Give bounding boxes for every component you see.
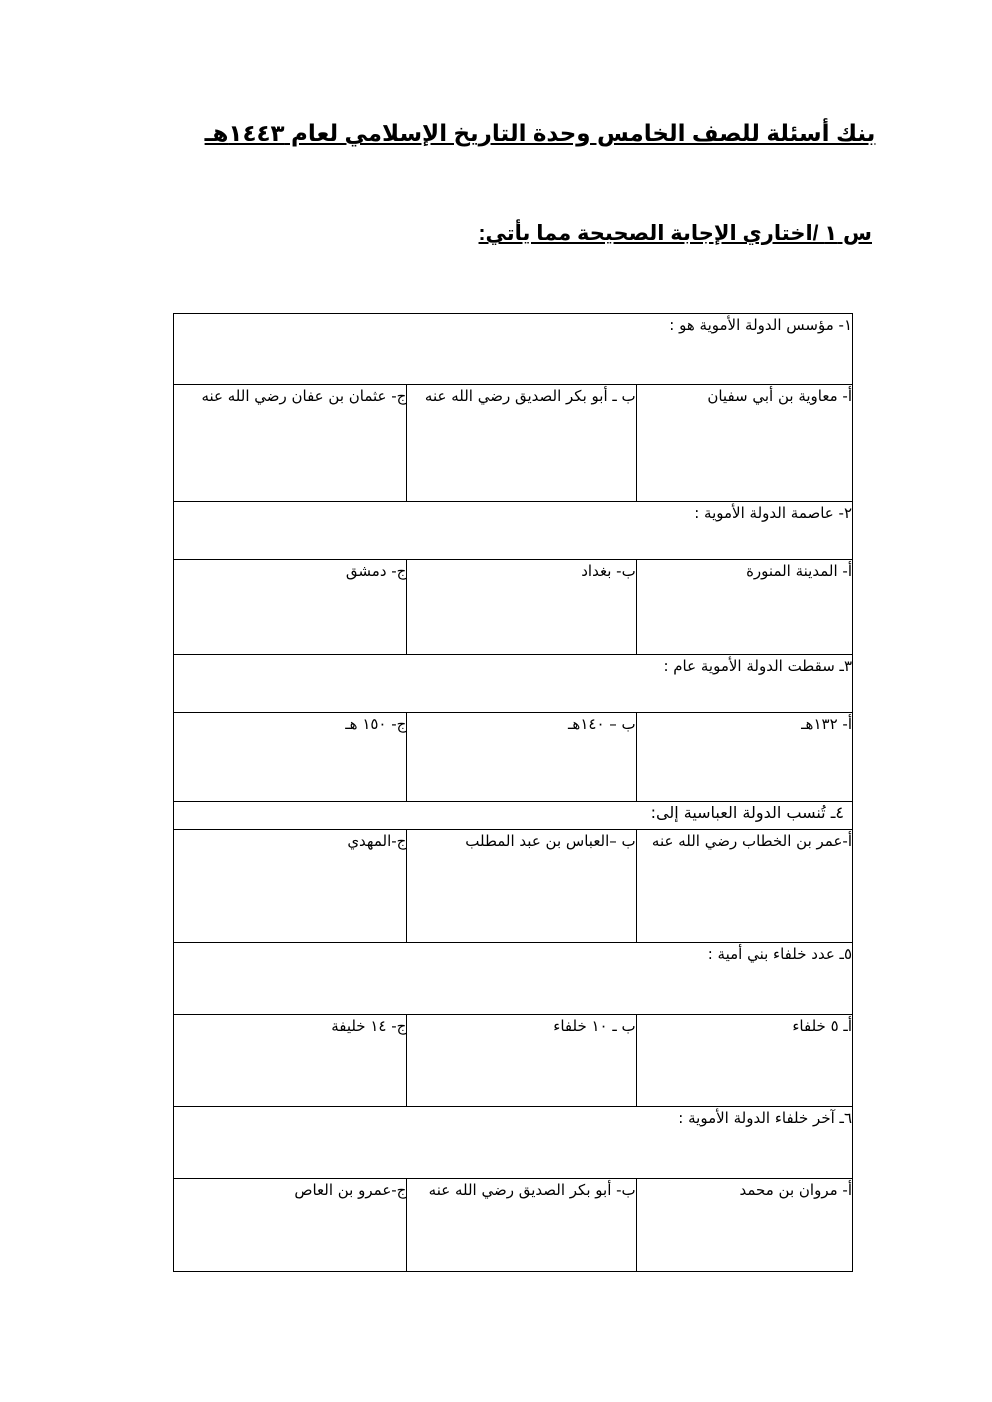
page-title: بنك أسئلة للصف الخامس وحدة التاريخ الإسلامي لعام ١٤٤٣هـ [204, 120, 876, 146]
options-row [174, 1015, 853, 1107]
option-a: أ- المدينة المنورة [636, 560, 852, 655]
option-c: ج-عمرو بن العاص [174, 1179, 407, 1272]
options-row [174, 385, 853, 502]
question-text: ٢- عاصمة الدولة الأموية : [174, 502, 853, 560]
option-a: أ- معاوية بن أبي سفيان [636, 385, 852, 502]
option-b: ب ـ ١٠ خلفاء [407, 1015, 636, 1107]
option-c: ج- عثمان بن عفان رضي الله عنه [174, 385, 407, 502]
option-a: أـ ٥ خلفاء [636, 1015, 852, 1107]
question-row [174, 655, 853, 713]
question-row [174, 502, 853, 560]
option-b: ب –العباس بن عبد المطلب [407, 830, 636, 943]
question-text: ١- مؤسس الدولة الأموية هو : [174, 314, 853, 385]
question-instruction: س ١ /اختاري الإجابة الصحيحة مما يأتي: [478, 222, 872, 245]
question-text: ٤ـ تُنسب الدولة العباسية إلى: [174, 802, 853, 830]
options-row [174, 830, 853, 943]
option-b: ب- بغداد [407, 560, 636, 655]
option-b: ب – ١٤٠هـ [407, 713, 636, 802]
question-text: ٣ـ سقطت الدولة الأموية عام : [174, 655, 853, 713]
question-row [174, 943, 853, 1015]
option-c: ج- ١٥٠ هـ [174, 713, 407, 802]
question-row [174, 802, 853, 830]
option-a: أ- ١٣٢هـ [636, 713, 852, 802]
option-b: ب- أبو بكر الصديق رضي الله عنه [407, 1179, 636, 1272]
options-row [174, 713, 853, 802]
option-a: أ- مروان بن محمد [636, 1179, 852, 1272]
question-row [174, 314, 853, 385]
option-c: ج- ١٤ خليفة [174, 1015, 407, 1107]
options-row [174, 1179, 853, 1272]
question-text: ٥ـ عدد خلفاء بني أمية : [174, 943, 853, 1015]
question-text: ٦ـ آخر خلفاء الدولة الأموية : [174, 1107, 853, 1179]
option-a: أ-عمر بن الخطاب رضي الله عنه [636, 830, 852, 943]
options-row [174, 560, 853, 655]
option-c: ج-المهدي [174, 830, 407, 943]
option-b: ب ـ أبو بكر الصديق رضي الله عنه [407, 385, 636, 502]
questions-table [173, 313, 853, 1272]
option-c: ج- دمشق [174, 560, 407, 655]
question-row [174, 1107, 853, 1179]
